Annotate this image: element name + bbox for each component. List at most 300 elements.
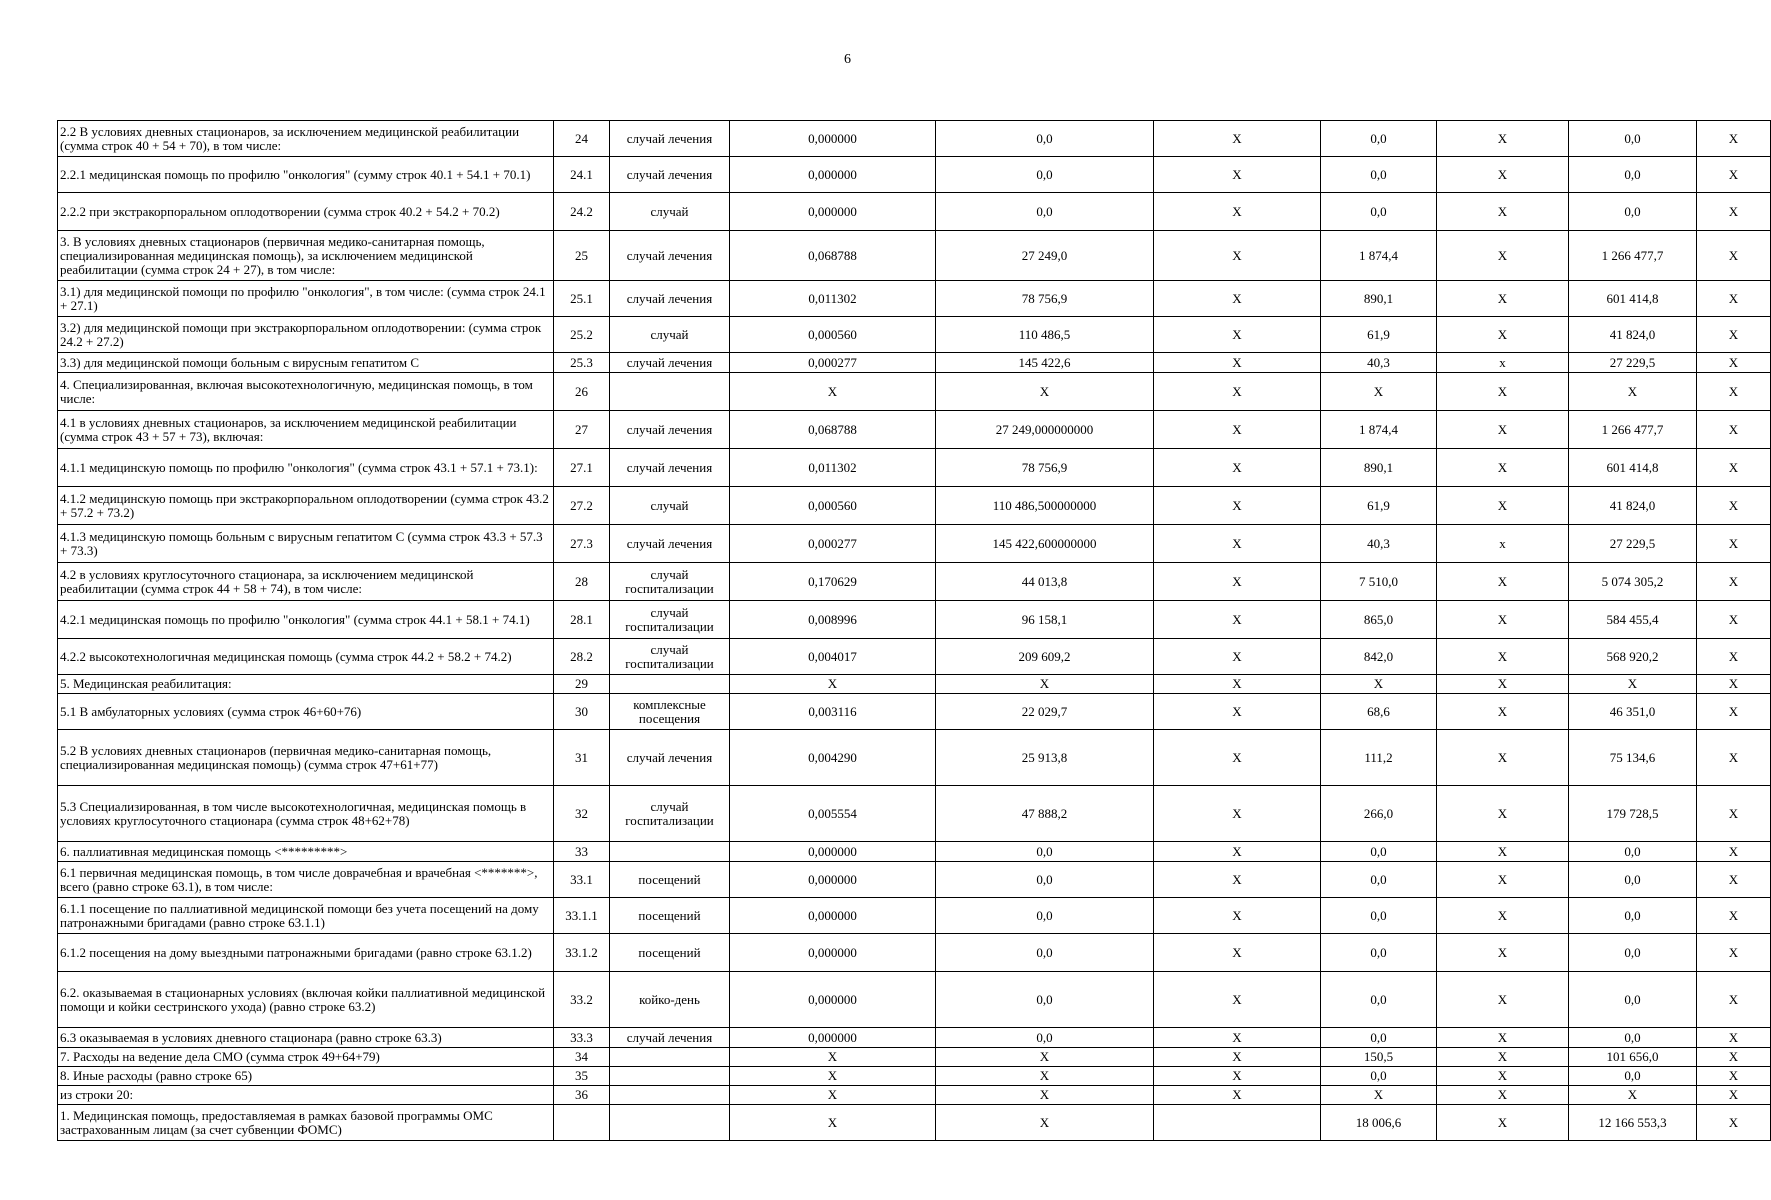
table-row [58, 786, 1771, 842]
row-col-6: 27 229,5 [1569, 525, 1697, 563]
row-col-7: X [1697, 373, 1771, 411]
row-col-3: X [1154, 972, 1321, 1028]
row-col-3: X [1154, 193, 1321, 231]
row-col-3: X [1154, 1086, 1321, 1105]
row-name: 4.1 в условиях дневных стационаров, за исключением медицинской реабилитации (сумма строк 43 + 57 + 73), включая: [58, 411, 554, 449]
row-col-3: X [1154, 898, 1321, 934]
row-unit: случай госпитализации [610, 563, 730, 601]
row-col-1: X [730, 1086, 936, 1105]
row-col-6: 0,0 [1569, 842, 1697, 862]
row-col-4: 61,9 [1321, 487, 1437, 525]
row-col-7: X [1697, 1067, 1771, 1086]
row-col-5: X [1437, 842, 1569, 862]
row-col-5: X [1437, 563, 1569, 601]
row-col-7: X [1697, 353, 1771, 373]
row-code: 33.1.1 [554, 898, 610, 934]
row-col-3: X [1154, 525, 1321, 563]
row-col-6: 27 229,5 [1569, 353, 1697, 373]
row-col-3: X [1154, 317, 1321, 353]
row-col-1: 0,004017 [730, 639, 936, 675]
row-col-6: 584 455,4 [1569, 601, 1697, 639]
table-row [58, 449, 1771, 487]
table-row [58, 934, 1771, 972]
row-col-1: 0,000000 [730, 157, 936, 193]
row-col-5: X [1437, 1028, 1569, 1048]
row-name: 3.1) для медицинской помощи по профилю "онкология", в том числе: (сумма строк 24.1 + 27.1) [58, 281, 554, 317]
row-col-5: X [1437, 730, 1569, 786]
row-col-6: 0,0 [1569, 157, 1697, 193]
row-col-5: X [1437, 639, 1569, 675]
table-row [58, 1028, 1771, 1048]
row-col-5: X [1437, 281, 1569, 317]
row-col-6: 1 266 477,7 [1569, 411, 1697, 449]
row-unit [610, 1067, 730, 1086]
row-col-4: 0,0 [1321, 934, 1437, 972]
table-row [58, 121, 1771, 157]
row-col-4: 111,2 [1321, 730, 1437, 786]
row-code: 33 [554, 842, 610, 862]
row-col-3: X [1154, 353, 1321, 373]
table-row [58, 694, 1771, 730]
row-col-4: 18 006,6 [1321, 1105, 1437, 1141]
row-col-4: X [1321, 1086, 1437, 1105]
table-row [58, 563, 1771, 601]
row-col-2: 78 756,9 [936, 449, 1154, 487]
row-unit: случай лечения [610, 730, 730, 786]
row-col-7: X [1697, 601, 1771, 639]
row-col-1: X [730, 373, 936, 411]
row-code: 25 [554, 231, 610, 281]
row-col-6: 46 351,0 [1569, 694, 1697, 730]
row-col-4: X [1321, 373, 1437, 411]
row-col-7: X [1697, 121, 1771, 157]
table-row [58, 411, 1771, 449]
table-row [58, 675, 1771, 694]
row-name: 6. паллиативная медицинская помощь <*********> [58, 842, 554, 862]
row-col-1: 0,000000 [730, 898, 936, 934]
row-unit [610, 675, 730, 694]
row-col-6: 0,0 [1569, 193, 1697, 231]
row-col-6: 601 414,8 [1569, 449, 1697, 487]
row-col-5: X [1437, 317, 1569, 353]
row-unit: посещений [610, 862, 730, 898]
row-col-1: X [730, 1048, 936, 1067]
row-col-1: 0,000000 [730, 934, 936, 972]
row-col-6: 0,0 [1569, 898, 1697, 934]
table-row [58, 1105, 1771, 1141]
row-code: 24 [554, 121, 610, 157]
row-col-3: X [1154, 281, 1321, 317]
row-code: 27.1 [554, 449, 610, 487]
row-unit: случай [610, 317, 730, 353]
row-col-6: 0,0 [1569, 1067, 1697, 1086]
row-unit: случай [610, 487, 730, 525]
row-code: 33.2 [554, 972, 610, 1028]
row-col-6: 5 074 305,2 [1569, 563, 1697, 601]
table-row [58, 862, 1771, 898]
row-code: 26 [554, 373, 610, 411]
row-col-5: X [1437, 786, 1569, 842]
row-col-1: 0,011302 [730, 281, 936, 317]
row-name: 3.3) для медицинской помощи больным с вирусным гепатитом С [58, 353, 554, 373]
row-col-6: 0,0 [1569, 862, 1697, 898]
row-col-6: 41 824,0 [1569, 487, 1697, 525]
row-name: 4.1.3 медицинскую помощь больным с вирусным гепатитом С (сумма строк 43.3 + 57.3 + 73.3) [58, 525, 554, 563]
row-col-1: 0,000560 [730, 487, 936, 525]
row-name: 1. Медицинская помощь, предоставляемая в рамках базовой программы ОМС застрахованным лицам (за счет субвенции ФОМС) [58, 1105, 554, 1141]
row-col-4: 0,0 [1321, 972, 1437, 1028]
table-row [58, 601, 1771, 639]
row-col-4: X [1321, 675, 1437, 694]
row-col-2: 110 486,5 [936, 317, 1154, 353]
row-col-7: X [1697, 898, 1771, 934]
row-unit: случай лечения [610, 411, 730, 449]
row-col-6: 0,0 [1569, 121, 1697, 157]
row-unit: случай госпитализации [610, 601, 730, 639]
table-row [58, 525, 1771, 563]
row-code: 33.3 [554, 1028, 610, 1048]
row-col-2: 27 249,000000000 [936, 411, 1154, 449]
row-unit: случай лечения [610, 121, 730, 157]
row-col-5: X [1437, 1086, 1569, 1105]
row-name: 4.2.1 медицинская помощь по профилю "онкология" (сумма строк 44.1 + 58.1 + 74.1) [58, 601, 554, 639]
row-col-7: X [1697, 1086, 1771, 1105]
row-col-7: X [1697, 1028, 1771, 1048]
row-code: 25.1 [554, 281, 610, 317]
row-name: 4.1.2 медицинскую помощь при экстракорпоральном оплодотворении (сумма строк 43.2 + 57.2 + 73.2) [58, 487, 554, 525]
row-col-1: X [730, 1105, 936, 1141]
row-col-6: 179 728,5 [1569, 786, 1697, 842]
row-col-6: 0,0 [1569, 1028, 1697, 1048]
table-row [58, 231, 1771, 281]
row-col-3: X [1154, 487, 1321, 525]
row-col-7: X [1697, 972, 1771, 1028]
table-row [58, 157, 1771, 193]
row-code: 24.1 [554, 157, 610, 193]
row-col-2: X [936, 1105, 1154, 1141]
row-col-4: 68,6 [1321, 694, 1437, 730]
row-col-2: X [936, 675, 1154, 694]
row-col-7: X [1697, 1105, 1771, 1141]
row-col-7: X [1697, 411, 1771, 449]
row-col-5: X [1437, 121, 1569, 157]
row-col-4: 0,0 [1321, 898, 1437, 934]
row-col-4: 1 874,4 [1321, 231, 1437, 281]
row-col-2: 0,0 [936, 898, 1154, 934]
row-col-4: 842,0 [1321, 639, 1437, 675]
table-row [58, 373, 1771, 411]
table-row [58, 1086, 1771, 1105]
row-unit: случай госпитализации [610, 639, 730, 675]
table-row [58, 842, 1771, 862]
row-col-2: 0,0 [936, 121, 1154, 157]
row-name: 4. Специализированная, включая высокотехнологичную, медицинская помощь, в том числе: [58, 373, 554, 411]
row-col-1: 0,005554 [730, 786, 936, 842]
row-col-7: X [1697, 934, 1771, 972]
row-col-6: X [1569, 373, 1697, 411]
row-code [554, 1105, 610, 1141]
row-col-3: X [1154, 862, 1321, 898]
row-code: 28.1 [554, 601, 610, 639]
table-row [58, 193, 1771, 231]
row-col-3: X [1154, 730, 1321, 786]
row-unit: случай лечения [610, 281, 730, 317]
row-unit [610, 1048, 730, 1067]
row-code: 28 [554, 563, 610, 601]
row-col-6: X [1569, 675, 1697, 694]
row-col-6: 0,0 [1569, 934, 1697, 972]
row-name: 6.1 первичная медицинская помощь, в том числе доврачебная и врачебная <*******>, всего (равно строке 63.1), в том числе: [58, 862, 554, 898]
row-col-5: X [1437, 1048, 1569, 1067]
row-col-5: X [1437, 675, 1569, 694]
row-col-4: 40,3 [1321, 353, 1437, 373]
row-col-2: 0,0 [936, 1028, 1154, 1048]
row-col-7: X [1697, 862, 1771, 898]
row-col-2: 110 486,500000000 [936, 487, 1154, 525]
row-col-1: 0,011302 [730, 449, 936, 487]
row-col-3: X [1154, 411, 1321, 449]
row-col-2: 25 913,8 [936, 730, 1154, 786]
row-col-4: 890,1 [1321, 281, 1437, 317]
row-col-2: 145 422,6 [936, 353, 1154, 373]
row-col-3: X [1154, 157, 1321, 193]
row-col-7: X [1697, 842, 1771, 862]
row-col-6: 41 824,0 [1569, 317, 1697, 353]
row-col-7: X [1697, 157, 1771, 193]
row-unit: случай лечения [610, 525, 730, 563]
row-col-7: X [1697, 317, 1771, 353]
row-col-2: 0,0 [936, 842, 1154, 862]
row-unit: случай [610, 193, 730, 231]
row-col-1: 0,000000 [730, 193, 936, 231]
row-col-5: X [1437, 862, 1569, 898]
row-name: 4.2 в условиях круглосуточного стационара, за исключением медицинской реабилитации (сумма строк 44 + 58 + 74), в том числе: [58, 563, 554, 601]
row-col-1: 0,008996 [730, 601, 936, 639]
row-col-5: X [1437, 1105, 1569, 1141]
row-name: 7. Расходы на ведение дела СМО (сумма строк 49+64+79) [58, 1048, 554, 1067]
row-col-5: x [1437, 525, 1569, 563]
row-col-7: X [1697, 281, 1771, 317]
row-code: 30 [554, 694, 610, 730]
row-code: 33.1.2 [554, 934, 610, 972]
row-col-5: X [1437, 157, 1569, 193]
row-name: 6.1.2 посещения на дому выездными патронажными бригадами (равно строке 63.1.2) [58, 934, 554, 972]
row-unit: случай госпитализации [610, 786, 730, 842]
row-col-2: 22 029,7 [936, 694, 1154, 730]
row-col-1: 0,000000 [730, 1028, 936, 1048]
row-name: 5.1 В амбулаторных условиях (сумма строк 46+60+76) [58, 694, 554, 730]
row-col-6: 601 414,8 [1569, 281, 1697, 317]
row-name: 3.2) для медицинской помощи при экстракорпоральном оплодотворении: (сумма строк 24.2 + 27.2) [58, 317, 554, 353]
row-col-3: X [1154, 231, 1321, 281]
row-col-4: 61,9 [1321, 317, 1437, 353]
row-col-3: X [1154, 121, 1321, 157]
row-col-2: X [936, 373, 1154, 411]
row-code: 31 [554, 730, 610, 786]
row-code: 35 [554, 1067, 610, 1086]
row-col-5: X [1437, 487, 1569, 525]
row-col-1: 0,000560 [730, 317, 936, 353]
row-col-1: 0,170629 [730, 563, 936, 601]
row-col-5: X [1437, 411, 1569, 449]
row-col-5: X [1437, 193, 1569, 231]
table-row [58, 1048, 1771, 1067]
row-col-3: X [1154, 601, 1321, 639]
row-col-4: 890,1 [1321, 449, 1437, 487]
row-col-6: 568 920,2 [1569, 639, 1697, 675]
row-name: 5.3 Специализированная, в том числе высокотехнологичная, медицинская помощь в условиях круглосуточного стационара (сумма строк 48+62+78) [58, 786, 554, 842]
row-col-3: X [1154, 675, 1321, 694]
row-col-4: 40,3 [1321, 525, 1437, 563]
table-row [58, 730, 1771, 786]
row-col-4: 0,0 [1321, 193, 1437, 231]
row-col-1: 0,000000 [730, 972, 936, 1028]
row-col-2: 96 158,1 [936, 601, 1154, 639]
row-unit [610, 842, 730, 862]
row-col-1: 0,003116 [730, 694, 936, 730]
row-col-5: X [1437, 601, 1569, 639]
row-col-1: 0,068788 [730, 411, 936, 449]
table-row [58, 353, 1771, 373]
row-col-1: 0,004290 [730, 730, 936, 786]
row-col-3: X [1154, 934, 1321, 972]
row-col-4: 266,0 [1321, 786, 1437, 842]
row-col-6: 0,0 [1569, 972, 1697, 1028]
row-code: 25.3 [554, 353, 610, 373]
row-col-2: 0,0 [936, 193, 1154, 231]
row-col-7: X [1697, 563, 1771, 601]
row-name: 2.2 В условиях дневных стационаров, за исключением медицинской реабилитации (сумма строк 40 + 54 + 70), в том числе: [58, 121, 554, 157]
row-col-5: X [1437, 934, 1569, 972]
row-name: 6.3 оказываемая в условиях дневного стационара (равно строке 63.3) [58, 1028, 554, 1048]
row-code: 25.2 [554, 317, 610, 353]
row-col-7: X [1697, 487, 1771, 525]
row-col-3: X [1154, 786, 1321, 842]
row-col-2: 0,0 [936, 862, 1154, 898]
table-row [58, 1067, 1771, 1086]
row-code: 27 [554, 411, 610, 449]
table-row [58, 281, 1771, 317]
row-col-3 [1154, 1105, 1321, 1141]
row-code: 29 [554, 675, 610, 694]
row-unit: случай лечения [610, 157, 730, 193]
row-unit [610, 373, 730, 411]
row-col-7: X [1697, 449, 1771, 487]
row-col-1: 0,000000 [730, 121, 936, 157]
row-col-6: X [1569, 1086, 1697, 1105]
row-name: 6.1.1 посещение по паллиативной медицинской помощи без учета посещений на дому патронажными бригадами (равно строке 63.1.1) [58, 898, 554, 934]
row-col-3: X [1154, 373, 1321, 411]
row-col-6: 75 134,6 [1569, 730, 1697, 786]
row-col-4: 0,0 [1321, 157, 1437, 193]
row-col-1: 0,000277 [730, 525, 936, 563]
row-unit: комплексные посещения [610, 694, 730, 730]
row-col-3: X [1154, 694, 1321, 730]
row-col-7: X [1697, 1048, 1771, 1067]
row-col-1: X [730, 1067, 936, 1086]
row-col-5: X [1437, 694, 1569, 730]
row-col-7: X [1697, 786, 1771, 842]
table-row [58, 972, 1771, 1028]
row-col-3: X [1154, 639, 1321, 675]
table-row [58, 317, 1771, 353]
row-col-7: X [1697, 694, 1771, 730]
row-col-3: X [1154, 842, 1321, 862]
row-unit: случай лечения [610, 449, 730, 487]
row-col-2: 145 422,600000000 [936, 525, 1154, 563]
row-col-2: 209 609,2 [936, 639, 1154, 675]
row-col-5: X [1437, 449, 1569, 487]
row-col-2: 27 249,0 [936, 231, 1154, 281]
row-col-1: 0,068788 [730, 231, 936, 281]
row-col-5: X [1437, 898, 1569, 934]
row-col-2: 0,0 [936, 934, 1154, 972]
row-name: 5.2 В условиях дневных стационаров (первичная медико-санитарная помощь, специализированная медицинская помощь) (сумма строк 47+61+77) [58, 730, 554, 786]
row-col-7: X [1697, 193, 1771, 231]
tariff-table [57, 120, 1771, 1141]
row-col-3: X [1154, 1048, 1321, 1067]
row-col-1: 0,000000 [730, 842, 936, 862]
row-unit: посещений [610, 934, 730, 972]
row-col-2: 44 013,8 [936, 563, 1154, 601]
row-col-6: 101 656,0 [1569, 1048, 1697, 1067]
row-col-2: 0,0 [936, 972, 1154, 1028]
row-code: 34 [554, 1048, 610, 1067]
row-col-7: X [1697, 525, 1771, 563]
row-col-2: X [936, 1086, 1154, 1105]
row-col-5: X [1437, 1067, 1569, 1086]
row-col-4: 0,0 [1321, 121, 1437, 157]
row-name: 4.1.1 медицинскую помощь по профилю "онкология" (сумма строк 43.1 + 57.1 + 73.1): [58, 449, 554, 487]
row-col-5: X [1437, 373, 1569, 411]
row-col-7: X [1697, 730, 1771, 786]
table-row [58, 898, 1771, 934]
row-code: 36 [554, 1086, 610, 1105]
row-code: 27.2 [554, 487, 610, 525]
row-name: 2.2.2 при экстракорпоральном оплодотворении (сумма строк 40.2 + 54.2 + 70.2) [58, 193, 554, 231]
table-row [58, 639, 1771, 675]
page-number: 6 [844, 52, 851, 67]
row-col-2: 78 756,9 [936, 281, 1154, 317]
row-col-2: X [936, 1067, 1154, 1086]
row-unit [610, 1086, 730, 1105]
row-code: 32 [554, 786, 610, 842]
row-col-4: 0,0 [1321, 1067, 1437, 1086]
row-col-5: X [1437, 231, 1569, 281]
row-unit: случай лечения [610, 231, 730, 281]
row-code: 27.3 [554, 525, 610, 563]
row-name: 2.2.1 медицинская помощь по профилю "онкология" (сумму строк 40.1 + 54.1 + 70.1) [58, 157, 554, 193]
row-name: 4.2.2 высокотехнологичная медицинская помощь (сумма строк 44.2 + 58.2 + 74.2) [58, 639, 554, 675]
row-code: 33.1 [554, 862, 610, 898]
row-col-4: 0,0 [1321, 842, 1437, 862]
row-name: 5. Медицинская реабилитация: [58, 675, 554, 694]
row-col-4: 1 874,4 [1321, 411, 1437, 449]
row-col-1: 0,000000 [730, 862, 936, 898]
row-col-7: X [1697, 231, 1771, 281]
row-unit: случай лечения [610, 353, 730, 373]
row-col-4: 865,0 [1321, 601, 1437, 639]
row-col-5: X [1437, 972, 1569, 1028]
row-col-7: X [1697, 675, 1771, 694]
row-name: 6.2. оказываемая в стационарных условиях (включая койки паллиативной медицинской помощи и койки сестринского ухода) (равно строке 63.2) [58, 972, 554, 1028]
row-col-2: X [936, 1048, 1154, 1067]
row-col-6: 12 166 553,3 [1569, 1105, 1697, 1141]
row-col-2: 0,0 [936, 157, 1154, 193]
row-col-2: 47 888,2 [936, 786, 1154, 842]
row-col-5: x [1437, 353, 1569, 373]
row-col-4: 150,5 [1321, 1048, 1437, 1067]
